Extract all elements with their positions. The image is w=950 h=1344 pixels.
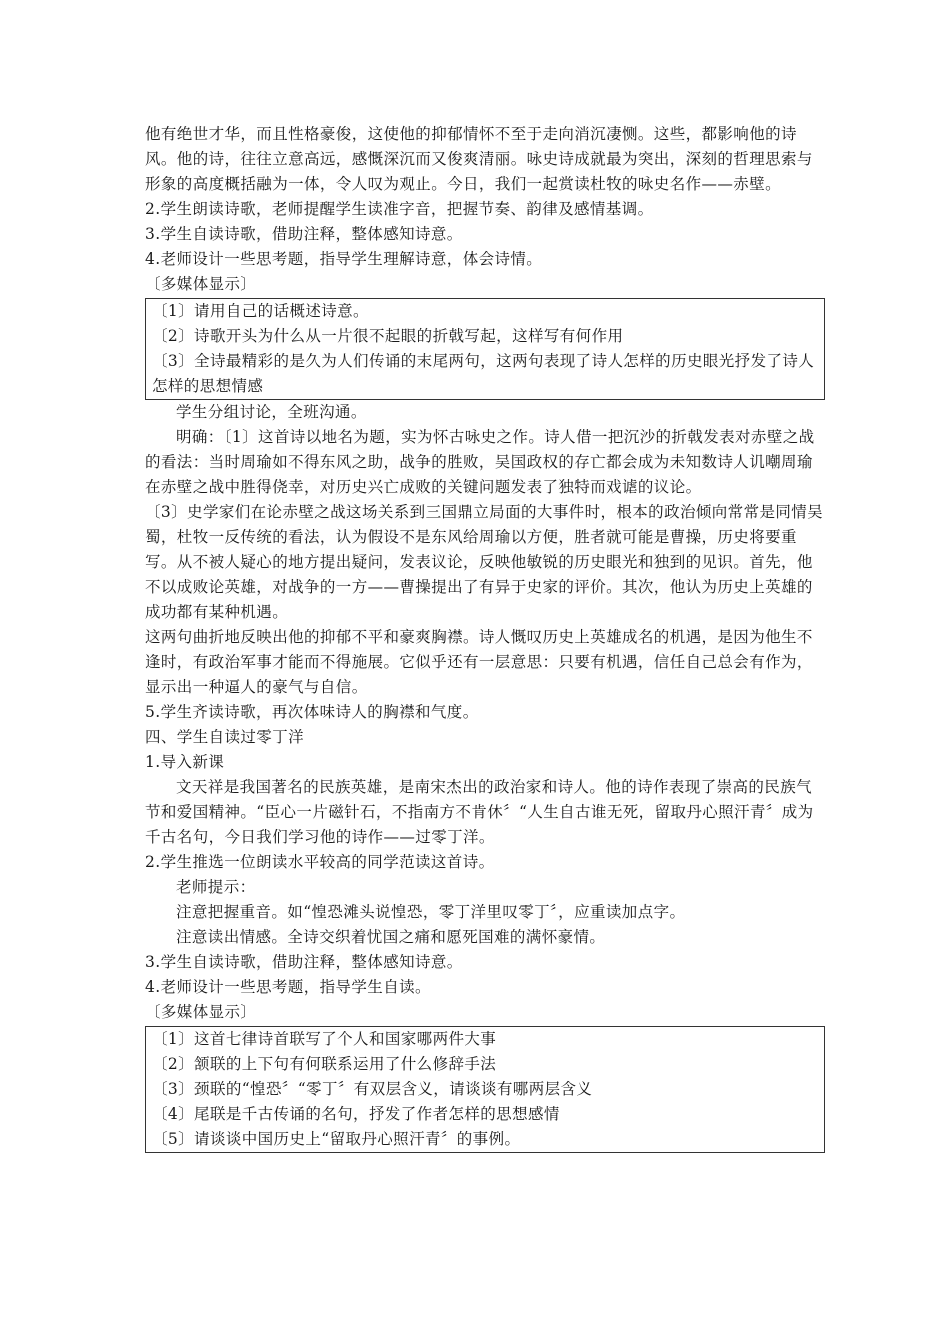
step-3: 3.学生自读诗歌，借助注释，整体感知诗意。 xyxy=(145,225,463,243)
multimedia-label-b: 〔多媒体显示〕 xyxy=(145,1003,257,1021)
step-b2: 2.学生推选一位朗读水平较高的同学范读这首诗。 xyxy=(145,853,495,871)
question-item: 〔4〕尾联是千古传诵的名句，抒发了作者怎样的思想感情 xyxy=(152,1105,560,1123)
question-box xyxy=(145,298,825,400)
question-item: 〔1〕请用自己的话概述诗意。 xyxy=(152,302,369,320)
question-item: 〔2〕诗歌开头为什么从一片很不起眼的折戟写起，这样写有何作用 xyxy=(152,327,624,345)
hint-1: 注意把握重音。如“惶恐滩头说惶恐，零丁洋里叹零丁〞，应重读加点字。 xyxy=(176,903,686,921)
step-b3: 3.学生自读诗歌，借助注释，整体感知诗意。 xyxy=(145,953,463,971)
clarify-paragraph: 明确：〔1〕这首诗以地名为题，实为怀古咏史之作。诗人借一把沉沙的折戟发表对赤壁之战的看法：当时周瑜如不得东风之助，战争的胜败，吴国政权的存亡都会成为未知数诗人讥嘲周瑜在赤壁之战中胜得侥幸，对历史兴亡成败的关键问题发表了独特而戏谑的议论。 xyxy=(145,428,815,496)
intro-b-paragraph: 文天祥是我国著名的民族英雄，是南宋杰出的政治家和诗人。他的诗作表现了崇高的民族气节和爱国精神。“臣心一片磁针石，不指南方不肯休〞“人生自古谁无死，留取丹心照汗青〞成为千古名句，今日我们学习他的诗作——过零丁洋。 xyxy=(145,778,814,846)
step-4: 4.老师设计一些思考题，指导学生理解诗意，体会诗情。 xyxy=(145,250,543,268)
question-item: 〔2〕颔联的上下句有何联系运用了什么修辞手法 xyxy=(152,1055,497,1073)
multimedia-label: 〔多媒体显示〕 xyxy=(145,275,257,293)
step-5: 5.学生齐读诗歌，再次体味诗人的胸襟和气度。 xyxy=(145,703,479,721)
intro-paragraph: 他有绝世才华，而且性格豪俊，这使他的抑郁情怀不至于走向消沉凄恻。这些，都影响他的诗风。他的诗，往往立意高远，感慨深沉而又俊爽清丽。咏史诗成就最为突出，深刻的哲理思索与形象的高度概括融为一体，令人叹为观止。今日，我们一起赏读杜牧的咏史名作——赤壁。 xyxy=(145,125,813,193)
step-2: 2.学生朗读诗歌，老师提醒学生读准字音，把握节奏、韵律及感情基调。 xyxy=(145,200,654,218)
discussion-text: 学生分组讨论，全班沟通。 xyxy=(176,403,367,421)
question-item: 〔3〕颈联的“惶恐〞“零丁〞有双层含义，请谈谈有哪两层含义 xyxy=(152,1080,593,1098)
clarify-paragraph-3: 〔3〕史学家们在论赤壁之战这场关系到三国鼎立局面的大事件时，根本的政治倾向常常是同情吴蜀，杜牧一反传统的看法，认为假设不是东风给周瑜以方便，胜者就可能是曹操，历史将要重写。从不被人疑心的地方提出疑问，发表议论，反映他敏锐的历史眼光和独到的见识。首先，他不以成败论英雄，对战争的一方——曹操提出了有异于史家的评价。其次，他认为历史上英雄的成功都有某种机遇。 xyxy=(145,503,824,621)
step-b4: 4.老师设计一些思考题，指导学生自读。 xyxy=(145,978,431,996)
question-item: 〔5〕请谈谈中国历史上“留取丹心照汗青〞的事例。 xyxy=(152,1130,521,1148)
question-item: 〔3〕全诗最精彩的是久为人们传诵的末尾两句，这两句表现了诗人怎样的历史眼光抒发了诗人怎样的思想情感 xyxy=(152,352,815,395)
step-b1: 1.导入新课 xyxy=(145,753,225,771)
teacher-hint-label: 老师提示： xyxy=(176,878,256,896)
document-page xyxy=(145,122,825,1153)
question-item: 〔1〕这首七律诗首联写了个人和国家哪两件大事 xyxy=(152,1030,497,1048)
section-heading: 四、学生自读过零丁洋 xyxy=(145,728,305,746)
hint-2: 注意读出情感。全诗交织着忧国之痛和愿死国难的满怀豪情。 xyxy=(176,928,606,946)
question-box-b xyxy=(145,1026,825,1153)
clarify-paragraph-more: 这两句曲折地反映出他的抑郁不平和豪爽胸襟。诗人慨叹历史上英雄成名的机遇，是因为他生不逢时，有政治军事才能而不得施展。它似乎还有一层意思：只要有机遇，信任自己总会有作为，显示出一种逼人的豪气与自信。 xyxy=(145,628,813,696)
